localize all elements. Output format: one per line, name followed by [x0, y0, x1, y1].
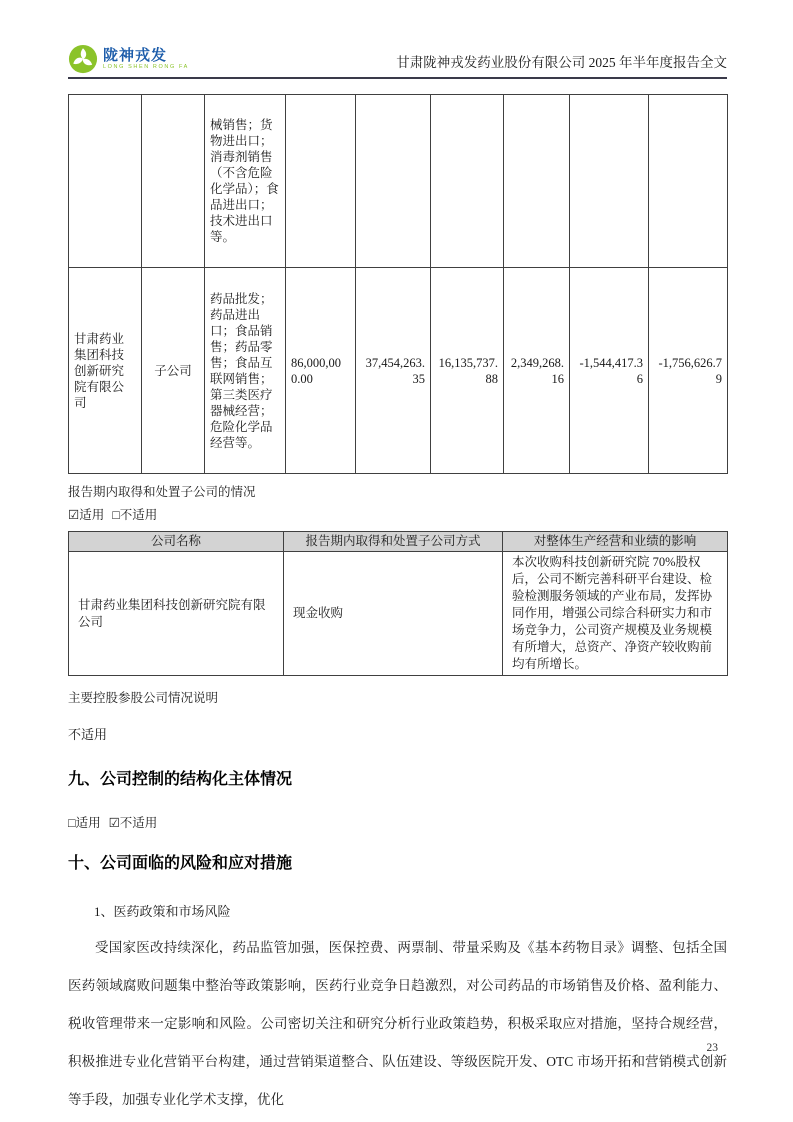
- table-cell-operating-profit: -1,544,417.36: [570, 268, 649, 474]
- table-cell-method: 现金收购: [284, 552, 503, 676]
- company-logo: [68, 44, 189, 74]
- table-cell: [142, 95, 205, 268]
- table-cell-revenue: 2,349,268.16: [504, 268, 570, 474]
- column-header-impact: 对整体生产经营和业绩的影响: [503, 532, 728, 552]
- table-header-row: [69, 532, 728, 552]
- table-cell: [570, 95, 649, 268]
- not-applicable-label: 不适用: [119, 508, 158, 522]
- risk-item-title: 1、医药政策和市场风险: [94, 904, 231, 919]
- table-cell-registered-capital: 86,000,000.00: [286, 268, 356, 474]
- table-cell-business-scope: 药品批发；药品进出口；食品销售；药品零售；食品互联网销售；第三类医疗器械经营；危险化学品经营等。: [205, 268, 286, 474]
- acquisitions-table: [68, 531, 728, 676]
- logo-pinwheel-icon: [68, 44, 98, 74]
- table-cell-business-scope: 械销售；货物进出口；消毒剂销售（不含危险化学品）；食品进出口；技术进出口等。: [205, 95, 286, 268]
- section-nine-applicability: [68, 814, 727, 832]
- table-cell: [356, 95, 431, 268]
- table-cell-total-assets: 37,454,263.35: [356, 268, 431, 474]
- holding-note-status: 不适用: [68, 727, 108, 742]
- acquisitions-applicability: [68, 506, 727, 524]
- checkbox-checked-icon: ☑: [108, 816, 120, 830]
- logo-brand-cn: 陇神戎发: [103, 46, 168, 64]
- column-header-method: 报告期内取得和处置子公司方式: [284, 532, 503, 552]
- table-cell: [504, 95, 570, 268]
- table-cell: [286, 95, 356, 268]
- not-applicable-label: 不适用: [119, 816, 158, 830]
- section-ten-heading: 十、公司面临的风险和应对措施: [68, 855, 293, 872]
- holding-note-title: 主要控股参股公司情况说明: [68, 691, 219, 705]
- table-cell-net-profit: -1,756,626.79: [649, 268, 728, 474]
- subsidiaries-table: [68, 94, 728, 474]
- table-cell-impact: 本次收购科技创新研究院 70%股权后，公司不断完善科研平台建设、检验检测服务领域的产业布局，发挥协同作用，增强公司综合科研实力和市场竞争力，公司资产规模及业务规模有所增大，总资产、净资产较收购前均有所增长。: [503, 552, 728, 676]
- checkbox-checked-icon: ☑: [68, 508, 80, 522]
- table-cell-company-name: 甘肃药业集团科技创新研究院有限公司: [69, 552, 284, 676]
- acquisitions-lead-in: 报告期内取得和处置子公司的情况: [68, 485, 256, 499]
- table-cell: [431, 95, 504, 268]
- applicable-label: 适用: [79, 508, 105, 522]
- table-cell-net-assets: 16,135,737.88: [431, 268, 504, 474]
- document-title: 甘肃陇神戎发药业股份有限公司 2025 年半年度报告全文: [396, 55, 727, 70]
- table-row: [69, 95, 728, 268]
- risk-paragraph: 受国家医改持续深化，药品监管加强，医保控费、两票制、带量采购及《基本药物目录》调整、包括全国医药领域腐败问题集中整治等政策影响，医药行业竞争日趋激烈，对公司药品的市场销售及价格、盈利能力、税收管理带来一定影响和风险。公司密切关注和研究分析行业政策趋势，积极采取应对措施，坚持合规经营，积极推进专业化营销平台构建，通过营销渠道整合、队伍建设、等级医院开发、OTC 市场开拓和营销模式创新等手段，加强专业化学术支撑，优化: [68, 940, 727, 1107]
- table-cell-company-type: 子公司: [142, 268, 205, 474]
- page-header: [68, 44, 727, 79]
- table-cell: [649, 95, 728, 268]
- logo-brand-en: LONG SHEN RONG FA: [103, 63, 189, 70]
- table-row: [69, 552, 728, 676]
- page-number: 23: [706, 1042, 718, 1054]
- table-cell: [69, 95, 142, 268]
- checkbox-unchecked-icon: □: [68, 816, 76, 830]
- section-nine-heading: 九、公司控制的结构化主体情况: [68, 771, 293, 788]
- logo-text: [103, 48, 189, 71]
- applicable-label: 适用: [75, 816, 101, 830]
- column-header-company: 公司名称: [69, 532, 284, 552]
- table-row: [69, 268, 728, 474]
- table-cell-company-name: 甘肃药业集团科技创新研究院有限公司: [69, 268, 142, 474]
- checkbox-unchecked-icon: □: [112, 508, 120, 522]
